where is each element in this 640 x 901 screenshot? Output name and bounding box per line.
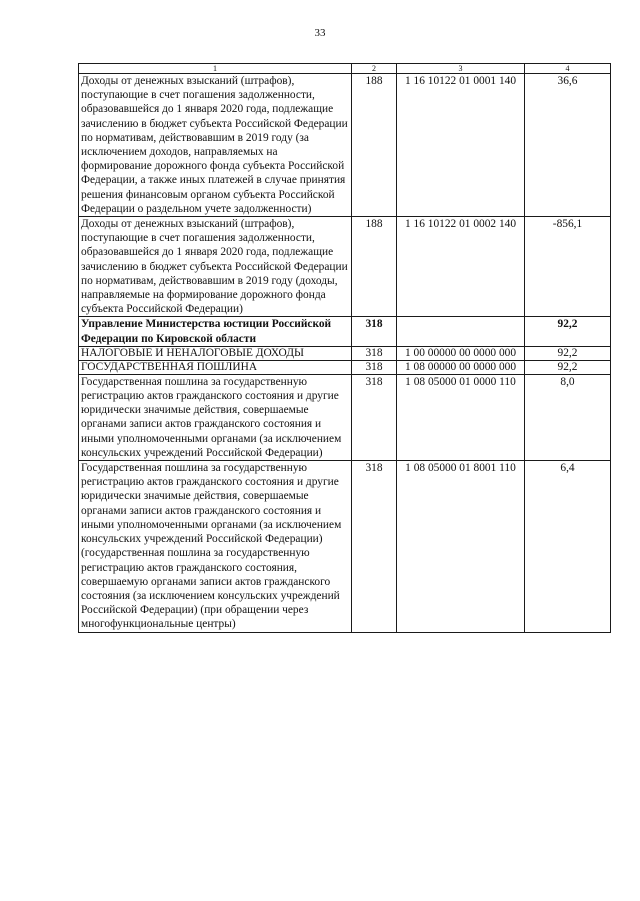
budget-classification-code: 1 08 05000 01 0000 110 (397, 374, 525, 460)
admin-code: 318 (352, 374, 397, 460)
table-row (79, 346, 611, 360)
column-header-1: 1 (79, 64, 352, 74)
admin-code: 318 (352, 317, 397, 346)
revenue-name: ГОСУДАРСТВЕННАЯ ПОШЛИНА (79, 360, 352, 374)
revenue-name: Управление Министерства юстиции Российской Федерации по Кировской области (79, 317, 352, 346)
table-row (79, 74, 611, 217)
budget-classification-code: 1 00 00000 00 0000 000 (397, 346, 525, 360)
budget-classification-code (397, 317, 525, 346)
admin-code: 318 (352, 346, 397, 360)
page-number: 33 (314, 27, 326, 39)
table-row (79, 374, 611, 460)
budget-classification-code: 1 08 05000 01 8001 110 (397, 461, 525, 632)
revenue-name: НАЛОГОВЫЕ И НЕНАЛОГОВЫЕ ДОХОДЫ (79, 346, 352, 360)
amount: -856,1 (525, 217, 611, 317)
amount: 8,0 (525, 374, 611, 460)
revenue-name: Доходы от денежных взысканий (штрафов), поступающие в счет погашения задолженности, образовавшейся до 1 января 2020 года, подлежащие зачислению в бюджет субъекта Российской Федерации по нормативам, действовавшим в 2019 году (за исключением доходов, направляемых на формирование дорожного фонда субъекта Российской Федерации, а также иных платежей в случае принятия решения финансовым органом субъекта Российской Федерации о раздельном учете задолженности) (79, 74, 352, 217)
budget-classification-code: 1 16 10122 01 0001 140 (397, 74, 525, 217)
budget-classification-code: 1 16 10122 01 0002 140 (397, 217, 525, 317)
column-header-2: 2 (352, 64, 397, 74)
amount: 36,6 (525, 74, 611, 217)
admin-code: 318 (352, 461, 397, 632)
column-header-4: 4 (525, 64, 611, 74)
table-row (79, 461, 611, 632)
column-number-row (79, 64, 611, 74)
budget-classification-code: 1 08 00000 00 0000 000 (397, 360, 525, 374)
admin-code: 188 (352, 74, 397, 217)
admin-code: 188 (352, 217, 397, 317)
amount: 6,4 (525, 461, 611, 632)
revenue-name: Доходы от денежных взысканий (штрафов), поступающие в счет погашения задолженности, образовавшейся до 1 января 2020 года, подлежащие зачислению в бюджет субъекта Российской Федерации по нормативам, действовавшим в 2019 году (доходы, направляемые на формирование дорожного фонда субъекта Российской Федерации) (79, 217, 352, 317)
admin-code: 318 (352, 360, 397, 374)
budget-revenue-table (78, 63, 611, 633)
table-row-section-header (79, 317, 611, 346)
table-row (79, 217, 611, 317)
amount: 92,2 (525, 360, 611, 374)
table-row (79, 360, 611, 374)
amount: 92,2 (525, 317, 611, 346)
column-header-3: 3 (397, 64, 525, 74)
amount: 92,2 (525, 346, 611, 360)
revenue-name: Государственная пошлина за государственную регистрацию актов гражданского состояния и другие юридически значимые действия, совершаемые органами записи актов гражданского состояния и иными уполномоченными органами (за исключением консульских учреждений Российской Федерации) (79, 374, 352, 460)
revenue-name: Государственная пошлина за государственную регистрацию актов гражданского состояния и другие юридически значимые действия, совершаемые органами записи актов гражданского состояния и иными уполномоченными органами (за исключением консульских учреждений Российской Федерации) (государственная пошлина за государственную регистрацию актов гражданского состояния, совершаемую органами записи актов гражданского состояния (за исключением консульских учреждений Российской Федерации) (при обращении через многофункциональные центры) (79, 461, 352, 632)
